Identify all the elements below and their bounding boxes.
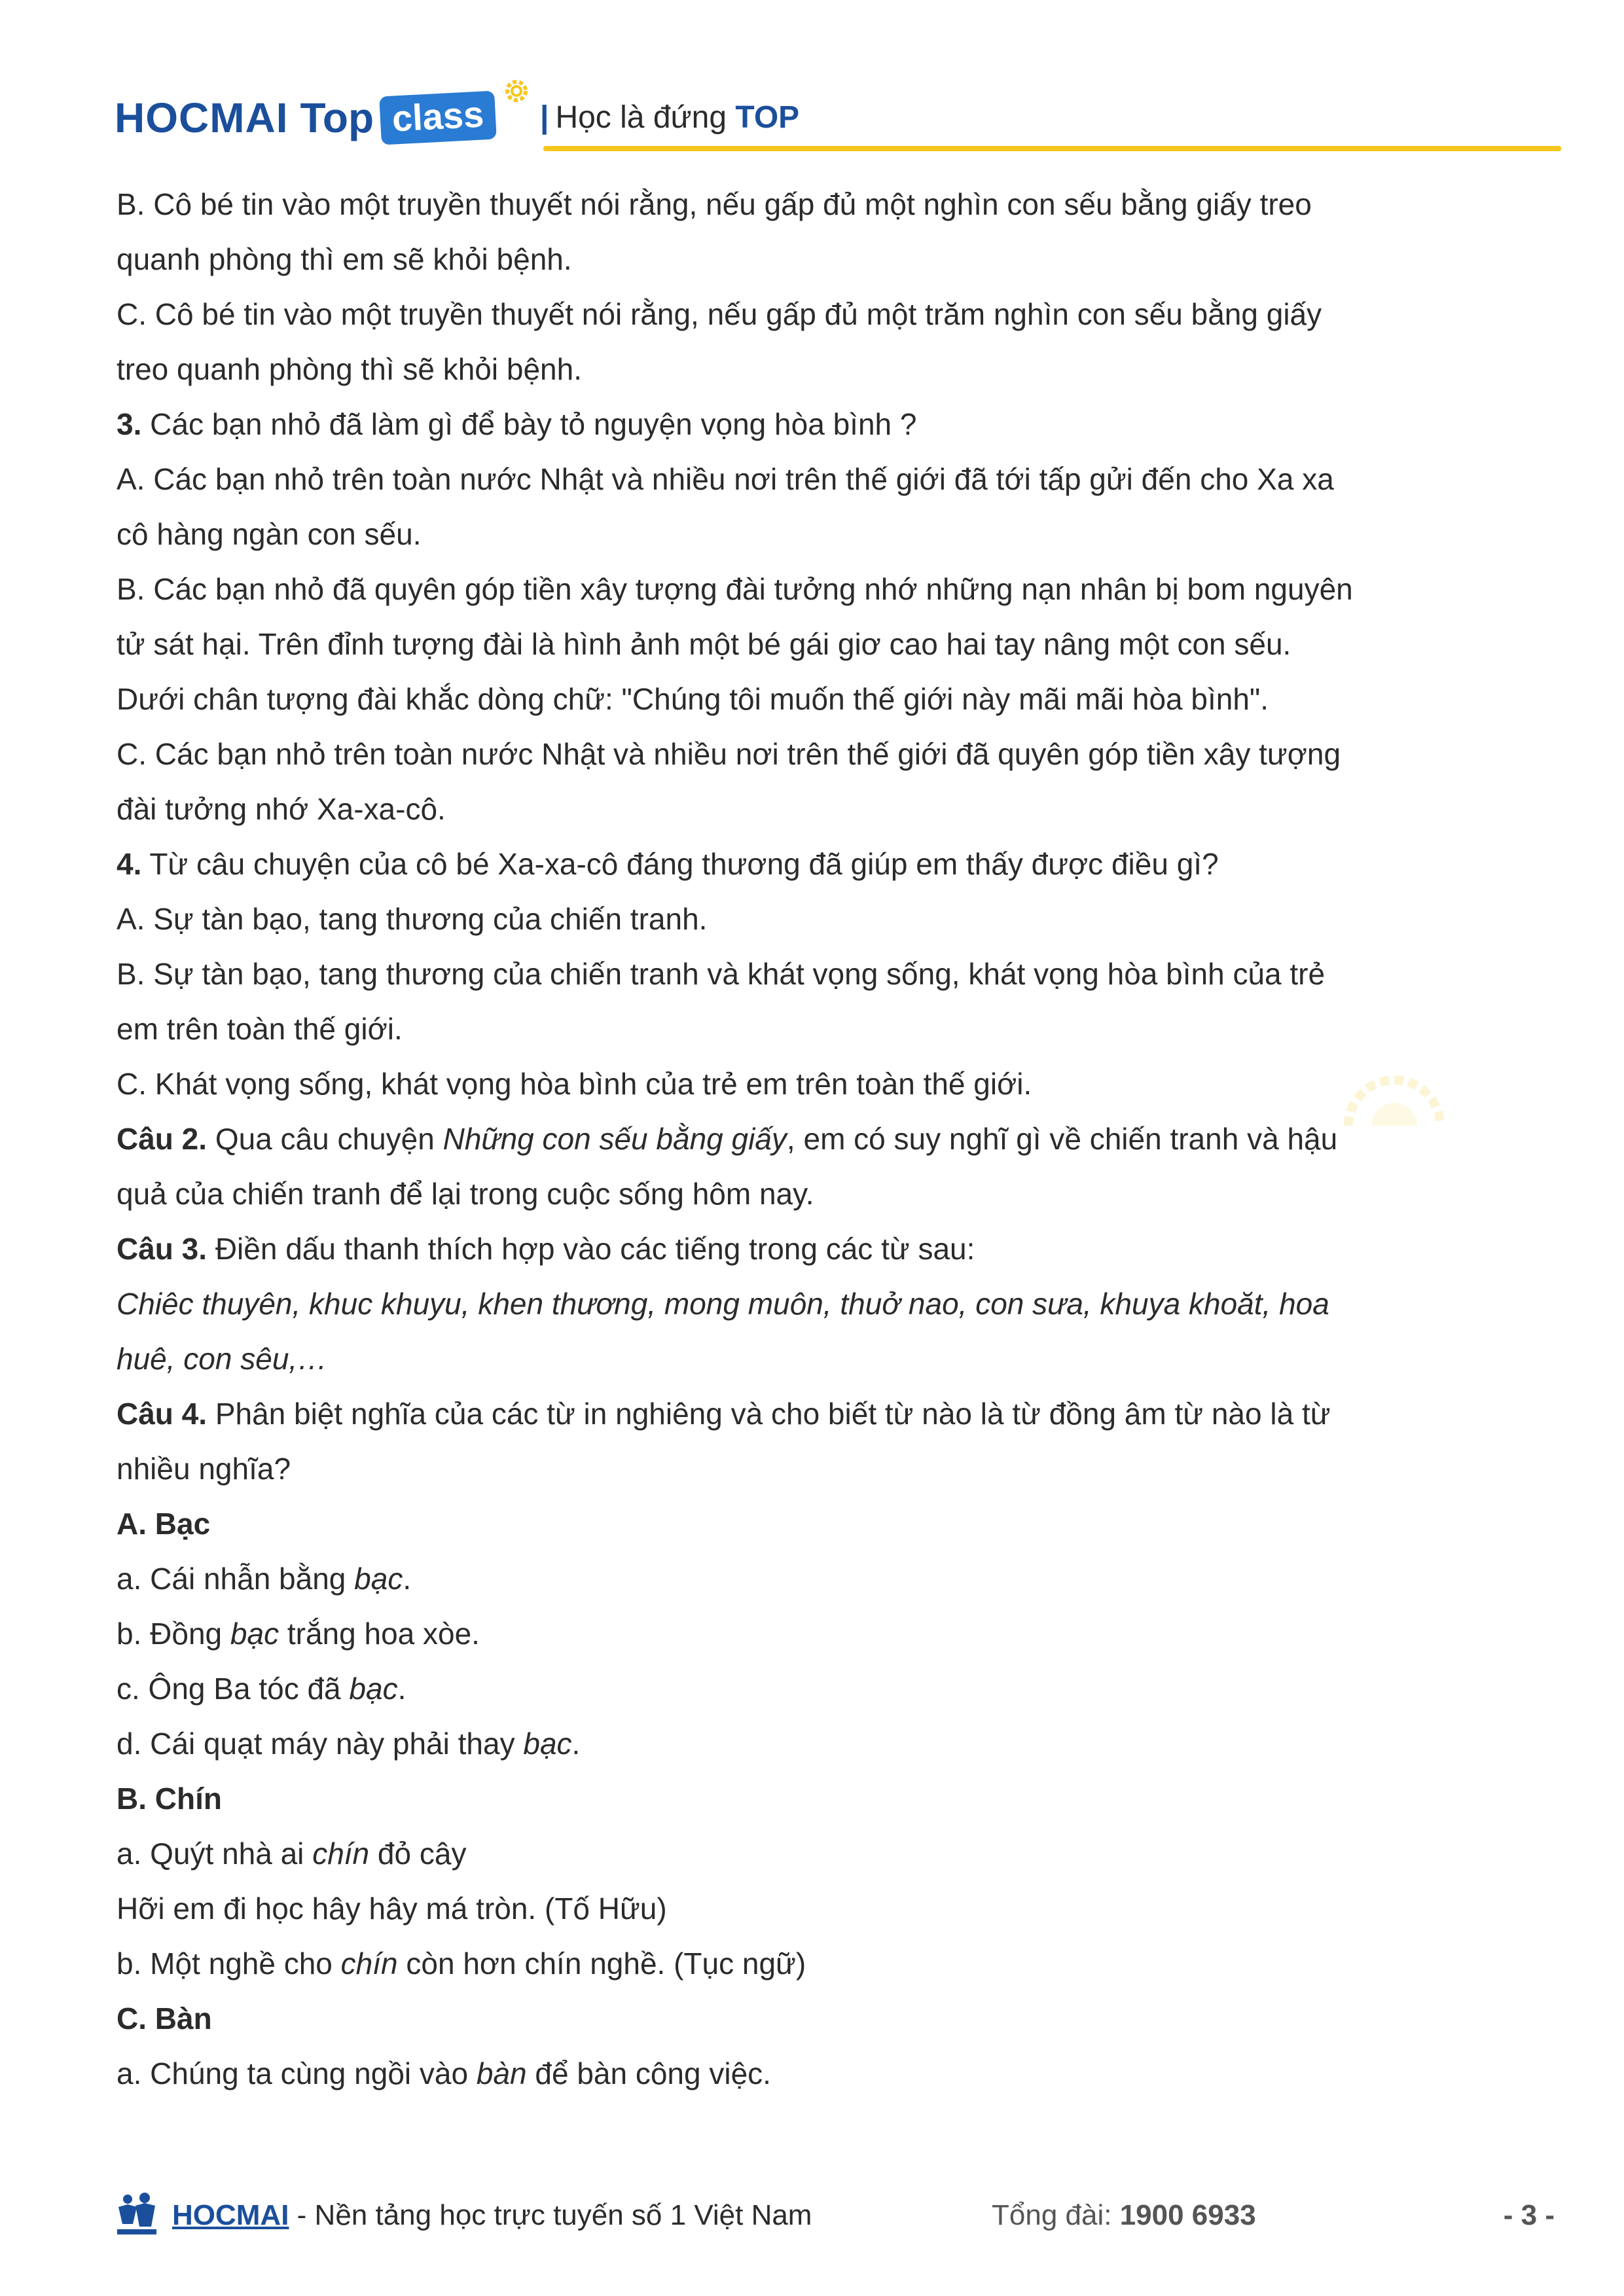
text-line xyxy=(117,1606,1524,1661)
text-segment: Qua câu chuyện xyxy=(207,1122,443,1156)
text-segment: Các bạn nhỏ đã làm gì để bày tỏ nguyện vọng hòa bình ? xyxy=(141,407,917,441)
logo-top-text: Top xyxy=(300,94,374,141)
text-segment: Phân biệt nghĩa của các từ in nghiêng và cho biết từ nào là từ đồng âm từ nào là từ xyxy=(207,1397,1331,1431)
text-segment: treo quanh phòng thì sẽ khỏi bệnh. xyxy=(117,352,583,386)
text-segment: Dưới chân tượng đài khắc dòng chữ: "Chúng tôi muốn thế giới này mãi mãi hòa bình". xyxy=(117,682,1269,716)
text-line xyxy=(117,397,1524,452)
text-segment: . xyxy=(403,1562,412,1596)
text-segment: tử sát hại. Trên đỉnh tượng đài là hình ảnh một bé gái giơ cao hai tay nâng một con sếu. xyxy=(117,627,1291,661)
text-segment: Hỡi em đi học hây hây má tròn. (Tố Hữu) xyxy=(117,1892,667,1926)
text-line xyxy=(117,1001,1524,1056)
footer-hotline xyxy=(992,2196,1256,2235)
text-line xyxy=(117,1386,1524,1441)
footer-slogan xyxy=(172,2196,812,2235)
text-segment: trắng hoa xòe. xyxy=(279,1617,480,1651)
italic-text: bàn xyxy=(476,2056,527,2090)
text-line xyxy=(117,1331,1524,1386)
text-line xyxy=(117,1551,1524,1606)
text-segment: đài tưởng nhớ Xa-xa-cô. xyxy=(117,792,446,826)
page-footer xyxy=(115,2189,1568,2242)
text-line xyxy=(117,1441,1524,1496)
text-line xyxy=(117,1881,1524,1936)
header-underline xyxy=(543,146,1561,151)
text-segment: em trên toàn thế giới. xyxy=(117,1012,403,1046)
text-segment: để bàn công việc. xyxy=(526,2056,771,2090)
text-line xyxy=(117,1716,1524,1771)
bold-text: A. Bạc xyxy=(117,1507,211,1541)
text-line xyxy=(117,1221,1524,1276)
italic-text: chín xyxy=(340,1946,398,1981)
text-segment: a. Cái nhẫn bằng xyxy=(117,1562,355,1596)
text-line xyxy=(117,2046,1524,2101)
text-line xyxy=(117,781,1524,836)
text-line xyxy=(117,562,1524,617)
hocmai-topclass-logo xyxy=(115,85,496,151)
text-segment: . xyxy=(397,1672,406,1706)
text-segment: A. Sự tàn bạo, tang thương của chiến tranh. xyxy=(117,902,708,936)
italic-text: bạc xyxy=(349,1672,398,1706)
text-line xyxy=(117,946,1524,1001)
bold-text: Câu 4. xyxy=(117,1397,208,1431)
page-number: - 3 - xyxy=(1503,2199,1555,2231)
text-segment: quanh phòng thì em sẽ khỏi bệnh. xyxy=(117,242,572,276)
footer-slogan-text: - Nền tảng học trực tuyến số 1 Việt Nam xyxy=(289,2199,812,2231)
text-segment: B. Sự tàn bạo, tang thương của chiến tranh và khát vọng sống, khát vọng hòa bình của trẻ xyxy=(117,957,1326,991)
text-line xyxy=(117,1056,1524,1111)
text-segment: d. Cái quạt máy này phải thay xyxy=(117,1727,524,1761)
text-line xyxy=(117,726,1524,781)
text-segment: Từ câu chuyện của cô bé Xa-xa-cô đáng thương đã giúp em thấy được điều gì? xyxy=(141,847,1219,881)
text-segment: còn hơn chín nghề. (Tục ngữ) xyxy=(397,1946,806,1981)
italic-text: Chiêc thuyên, khuc khuyu, khen thương, mong muôn, thuở nao, con sưa, khuya khoăt, hoa xyxy=(117,1287,1329,1321)
text-segment: Điền dấu thanh thích hợp vào các tiếng trong các từ sau: xyxy=(207,1232,975,1266)
text-line xyxy=(117,1496,1524,1551)
text-line xyxy=(117,452,1524,507)
logo-hocmai-text: HOCMAI xyxy=(115,94,289,141)
text-segment: B. Cô bé tin vào một truyền thuyết nói rằng, nếu gấp đủ một nghìn con sếu bằng giấy treo xyxy=(117,187,1312,221)
text-segment: C. Cô bé tin vào một truyền thuyết nói rằng, nếu gấp đủ một trăm nghìn con sếu bằng giấy xyxy=(117,297,1322,331)
italic-text: chín xyxy=(312,1837,370,1871)
gear-icon xyxy=(501,75,532,107)
text-line xyxy=(117,836,1524,891)
text-line xyxy=(117,177,1524,232)
header-tagline xyxy=(540,92,799,144)
text-segment: A. Các bạn nhỏ trên toàn nước Nhật và nhiều nơi trên thế giới đã tới tấp gửi đến cho Xa xa xyxy=(117,462,1334,496)
bold-text: C. Bàn xyxy=(117,2001,212,2036)
text-line xyxy=(117,1991,1524,2046)
text-line xyxy=(117,891,1524,946)
text-segment: c. Ông Ba tóc đã xyxy=(117,1672,350,1706)
text-line xyxy=(117,507,1524,562)
hocmai-people-icon xyxy=(115,2193,159,2236)
bold-text: B. Chín xyxy=(117,1782,222,1816)
text-segment: C. Khát vọng sống, khát vọng hòa bình của trẻ em trên toàn thế giới. xyxy=(117,1067,1032,1101)
text-segment: a. Quýt nhà ai xyxy=(117,1837,313,1871)
tagline-divider: | xyxy=(540,100,549,135)
text-line xyxy=(117,1111,1524,1166)
hotline-label: Tổng đài: xyxy=(992,2199,1120,2231)
italic-text: bạc xyxy=(354,1562,403,1596)
text-line xyxy=(117,617,1524,672)
text-segment: cô hàng ngàn con sếu. xyxy=(117,517,422,551)
text-segment: nhiều nghĩa? xyxy=(117,1452,291,1486)
text-line xyxy=(117,287,1524,342)
tagline-top: TOP xyxy=(735,100,800,135)
page-header xyxy=(115,72,1561,157)
text-line xyxy=(117,232,1524,287)
text-line xyxy=(117,1936,1524,1991)
text-segment: . xyxy=(571,1727,581,1761)
italic-text: bạc xyxy=(523,1727,572,1761)
text-line xyxy=(117,342,1524,397)
text-line xyxy=(117,1276,1524,1331)
italic-text: bạc xyxy=(230,1617,280,1651)
italic-text: Những con sếu bằng giấy xyxy=(442,1122,787,1156)
bold-text: 3. xyxy=(117,407,142,441)
bold-text: Câu 3. xyxy=(117,1232,208,1266)
text-line xyxy=(117,1661,1524,1716)
footer-brand-link[interactable]: HOCMAI xyxy=(172,2199,289,2231)
logo-class-badge: class xyxy=(379,90,497,145)
italic-text: huê, con sêu,… xyxy=(117,1342,328,1376)
hotline-number: 1900 6933 xyxy=(1119,2199,1256,2231)
bold-text: 4. xyxy=(117,847,142,881)
text-segment: b. Đồng xyxy=(117,1617,230,1651)
text-segment: B. Các bạn nhỏ đã quyên góp tiền xây tượng đài tưởng nhớ những nạn nhân bị bom nguyên xyxy=(117,572,1353,606)
text-segment: C. Các bạn nhỏ trên toàn nước Nhật và nhiều nơi trên thế giới đã quyên góp tiền xây tượng xyxy=(117,737,1341,771)
document-body xyxy=(117,177,1524,2101)
bold-text: Câu 2. xyxy=(117,1122,208,1156)
text-segment: , em có suy nghĩ gì về chiến tranh và hậu xyxy=(786,1122,1338,1156)
text-segment: đỏ cây xyxy=(369,1837,467,1871)
text-line xyxy=(117,1166,1524,1221)
text-segment: b. Một nghề cho xyxy=(117,1946,341,1981)
text-segment: quả của chiến tranh để lại trong cuộc sống hôm nay. xyxy=(117,1177,814,1211)
text-line xyxy=(117,1771,1524,1826)
text-segment: a. Chúng ta cùng ngồi vào xyxy=(117,2056,477,2090)
tagline-text: Học là đứng xyxy=(555,100,736,135)
text-line xyxy=(117,1826,1524,1881)
text-line xyxy=(117,672,1524,726)
